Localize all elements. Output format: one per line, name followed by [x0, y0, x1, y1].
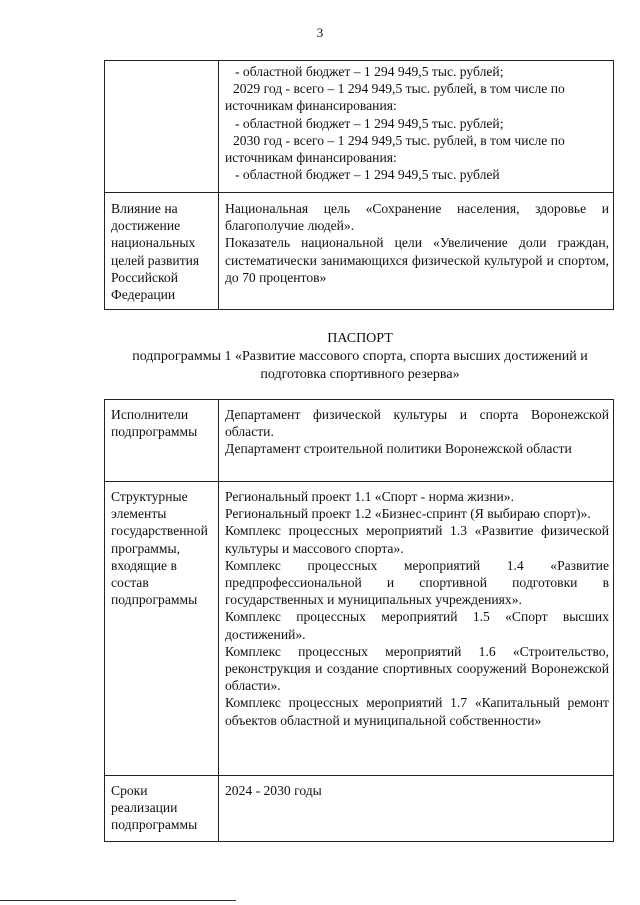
- national-goal-text: Национальная цель «Сохранение населения, здоровье и благополучие людей».: [225, 201, 609, 234]
- funding-details-cell: [219, 61, 614, 193]
- subprogram-passport-table: [104, 399, 614, 842]
- funding-row: [105, 61, 614, 193]
- funding-line: 2030 год - всего – 1 294 949,5 тыс. рублей, в том числе по: [233, 132, 565, 148]
- funding-line: 2029 год - всего – 1 294 949,5 тыс. рублей, в том числе по: [233, 81, 565, 97]
- national-goal-indicator-text: Показатель национальной цели «Увеличение доли граждан, систематически занимающихся физической культурой и спортом, до 70 процентов»: [225, 235, 609, 285]
- program-passport-table-continued: [104, 60, 614, 310]
- implementation-period-label: Сроки реализации подпрограммы: [105, 776, 219, 842]
- structural-element-item: Комплекс процессных мероприятий 1.7 «Капитальный ремонт объектов областной и муниципальной собственности»: [225, 695, 609, 728]
- footer-rule: [0, 900, 236, 901]
- funding-line: - областной бюджет – 1 294 949,5 тыс. рублей: [235, 167, 500, 183]
- executor-item: Департамент строительной политики Воронежской области: [225, 441, 572, 457]
- funding-line: - областной бюджет – 1 294 949,5 тыс. рублей;: [235, 115, 504, 131]
- structural-element-item: Региональный проект 1.2 «Бизнес-спринт (Я выбираю спорт)».: [225, 506, 591, 522]
- passport-title: ПАСПОРТ: [327, 331, 393, 346]
- national-goals-text: [219, 193, 614, 310]
- structural-element-item: Комплекс процессных мероприятий 1.3 «Развитие физической культуры и массового спорта».: [225, 523, 609, 556]
- passport-subtitle-line-1: подпрограммы 1 «Развитие массового спорта, спорта высших достижений и: [132, 349, 588, 364]
- executors-row: [105, 400, 614, 482]
- passport-subtitle-line-2: подготовка спортивного резерва»: [260, 367, 460, 382]
- funding-line: - областной бюджет – 1 294 949,5 тыс. рублей;: [235, 64, 504, 79]
- structural-element-item: Комплекс процессных мероприятий 1.6 «Строительство, реконструкция и создание спортивных сооружений Воронежской области».: [225, 643, 609, 694]
- structural-elements-row: [105, 482, 614, 776]
- national-goals-row: [105, 193, 614, 310]
- structural-element-item: Комплекс процессных мероприятий 1.5 «Спорт высших достижений».: [225, 609, 609, 642]
- structural-element-item: Комплекс процессных мероприятий 1.4 «Развитие предпрофессиональной и спортивной подготовки в государственных и муниципальных учреждениях».: [225, 557, 609, 608]
- executors-label: Исполнители подпрограммы: [105, 400, 219, 482]
- implementation-period-row: [105, 776, 614, 842]
- executor-item: Департамент физической культуры и спорта Воронежской области.: [225, 407, 609, 440]
- executors-value: [219, 400, 614, 482]
- page-number: 3: [316, 25, 324, 40]
- structural-elements-label: Структурные элементы государственной программы, входящие в состав подпрограммы: [105, 482, 219, 776]
- structural-elements-value: [219, 482, 614, 776]
- national-goals-label: Влияние на достижение национальных целей развития Российской Федерации: [105, 193, 219, 310]
- funding-label-cell: [105, 61, 219, 193]
- structural-element-item: Региональный проект 1.1 «Спорт - норма жизни».: [225, 489, 514, 504]
- funding-line: источникам финансирования:: [225, 98, 397, 114]
- implementation-period-value: 2024 - 2030 годы: [219, 776, 614, 842]
- funding-line: источникам финансирования:: [225, 150, 397, 166]
